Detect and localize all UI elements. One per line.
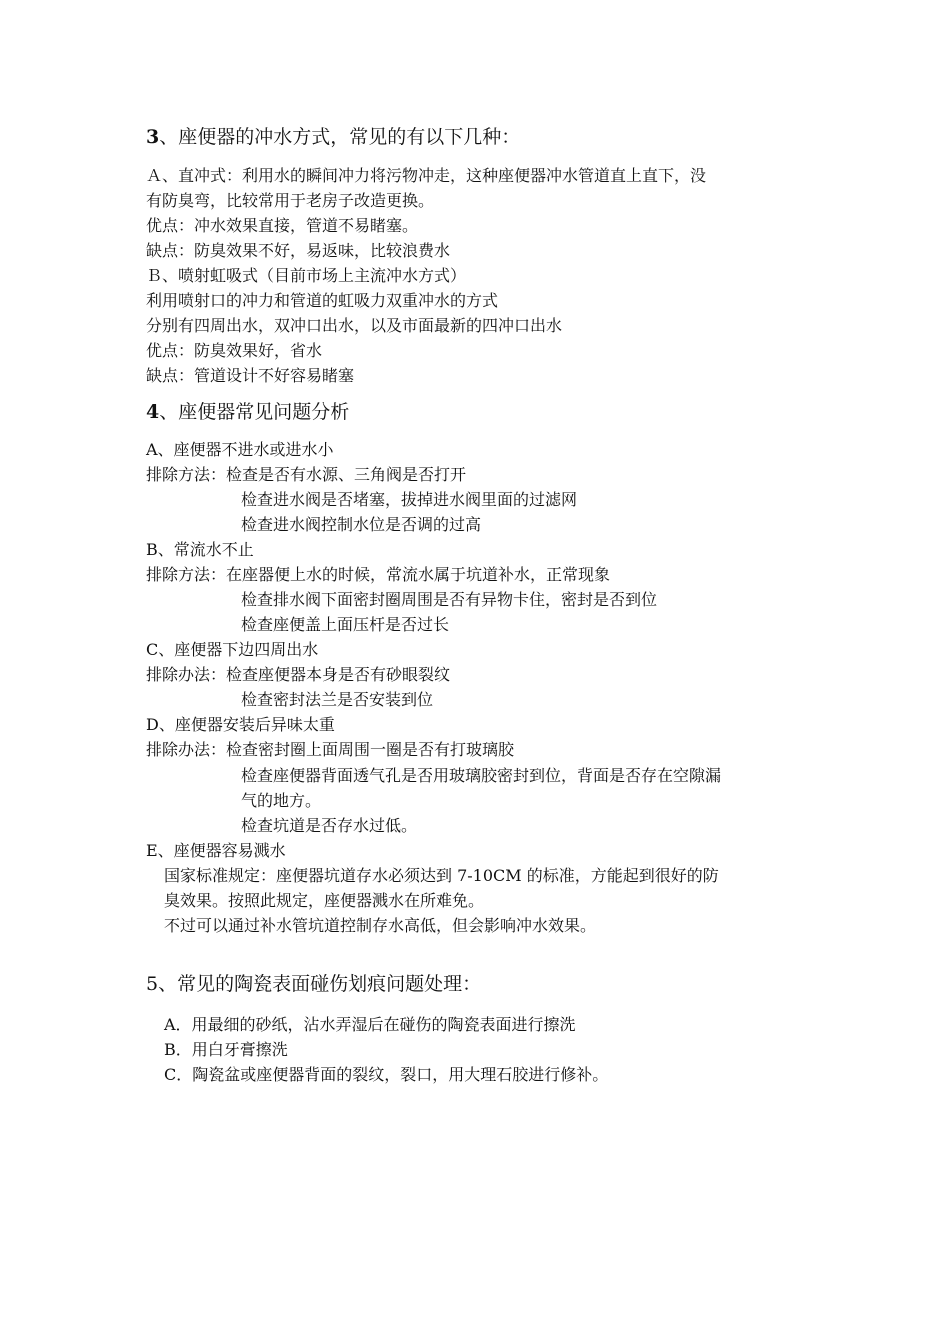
paragraph-line: Ａ、直冲式：利用水的瞬间冲力将污物冲走，这种座便器冲水管道直上直下，没 <box>146 166 707 185</box>
list-item: 臭效果。按照此规定，座便器溅水在所难免。 <box>164 891 485 910</box>
paragraph-line: 优点：防臭效果好，省水 <box>146 341 323 360</box>
list-item: 国家标准规定：座便器坑道存水必须达到 7-10CM 的标准，方能起到很好的防 <box>164 866 719 885</box>
list-item: D、座便器安装后异味太重 <box>146 715 335 734</box>
paragraph-line: 缺点：防臭效果不好，易返味，比较浪费水 <box>146 241 451 260</box>
section-4-title: 、座便器常见问题分析 <box>159 401 350 423</box>
list-item: B．用白牙膏擦洗 <box>164 1040 288 1059</box>
list-item: 检查座便盖上面压杆是否过长 <box>241 615 450 634</box>
list-item: 检查排水阀下面密封圈周围是否有异物卡住，密封是否到位 <box>241 590 658 609</box>
section-5-heading: 5、常见的陶瓷表面碰伤划痕问题处理： <box>146 973 482 995</box>
list-item: 排除办法：检查座便器本身是否有砂眼裂纹 <box>146 665 451 684</box>
list-item: 检查坑道是否存水过低。 <box>241 816 418 835</box>
list-item: 排除办法：检查密封圈上面周围一圈是否有打玻璃胶 <box>146 740 515 759</box>
section-3-title: 、座便器的冲水方式，常见的有以下几种： <box>159 126 521 148</box>
list-item: 不过可以通过补水管坑道控制存水高低，但会影响冲水效果。 <box>164 916 597 935</box>
section-3-number: 3 <box>146 126 160 148</box>
list-item: 气的地方。 <box>241 791 322 810</box>
list-item: 检查座便器背面透气孔是否用玻璃胶密封到位，背面是否存在空隙漏 <box>241 766 722 785</box>
paragraph-line: Ｂ、喷射虹吸式（目前市场上主流冲水方式） <box>146 266 467 285</box>
list-item: A．用最细的砂纸，沾水弄湿后在碰伤的陶瓷表面进行擦洗 <box>164 1015 576 1034</box>
list-item: C、座便器下边四周出水 <box>146 640 319 659</box>
paragraph-line: 优点：冲水效果直接，管道不易睹塞。 <box>146 216 419 235</box>
section-4-heading <box>146 400 349 424</box>
section-3-heading <box>146 125 520 149</box>
paragraph-line: 缺点：管道设计不好容易睹塞 <box>146 366 355 385</box>
list-item: A、座便器不进水或进水小 <box>146 440 334 459</box>
paragraph-line: 利用喷射口的冲力和管道的虹吸力双重冲水的方式 <box>146 291 499 310</box>
list-item: 检查进水阀控制水位是否调的过高 <box>241 515 482 534</box>
paragraph-line: 分别有四周出水，双冲口出水，以及市面最新的四冲口出水 <box>146 316 563 335</box>
list-item: 检查进水阀是否堵塞，拔掉进水阀里面的过滤网 <box>241 490 578 509</box>
list-item: 排除方法：检查是否有水源、三角阀是否打开 <box>146 465 467 484</box>
paragraph-line: 有防臭弯，比较常用于老房子改造更换。 <box>146 191 435 210</box>
list-item: 排除方法：在座器便上水的时候，常流水属于坑道补水，正常现象 <box>146 565 611 584</box>
list-item: B、常流水不止 <box>146 540 254 559</box>
list-item: 检查密封法兰是否安装到位 <box>241 690 434 709</box>
list-item: C．陶瓷盆或座便器背面的裂纹，裂口，用大理石胶进行修补。 <box>164 1065 609 1084</box>
list-item: E、座便器容易溅水 <box>146 841 286 860</box>
section-4-number: 4 <box>146 401 160 423</box>
